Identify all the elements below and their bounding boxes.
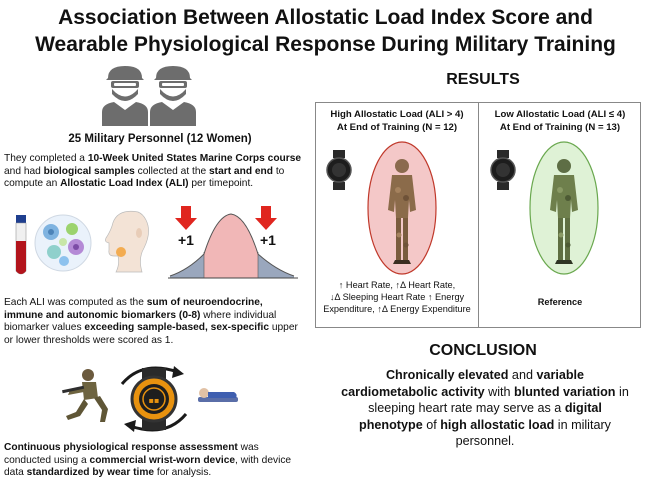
p1-b1: 10-Week United States Marine Corps course <box>87 153 302 164</box>
low-ali-heading <box>481 108 639 134</box>
title-line-2: Wearable Physiological Response During Military Training <box>35 33 616 56</box>
p2-t1: Each ALI was computed as the <box>4 297 147 308</box>
right-plus-one: +1 <box>260 232 276 248</box>
high-ali-finding-3: Expenditure, ↑Δ Energy Expenditure <box>323 304 471 314</box>
c-b1: Chronically elevated <box>385 368 509 382</box>
c-t2: with <box>484 384 515 399</box>
high-ali-heading <box>318 108 476 134</box>
sleeping-person-icon <box>196 384 240 406</box>
c-t3: in sleeping heart rate may serve as a <box>368 384 629 415</box>
p1-b4: Allostatic Load Index (ALI) <box>60 178 189 190</box>
face-profile-icon <box>98 208 154 274</box>
p3-b1: Continuous physiological response assessment <box>4 442 238 453</box>
p2-t3: upper or lower thresholds were scored as 1. <box>4 322 298 346</box>
high-ali-findings <box>318 279 476 315</box>
p3-b2: commercial wrist-worn device <box>89 454 236 466</box>
study-design-text <box>4 153 304 191</box>
soldiers-icon <box>100 64 200 126</box>
c-t5: in military personnel. <box>455 417 611 448</box>
high-ali-heading-line-1: High Allostatic Load (ALI > 4) <box>330 109 464 120</box>
c-b3: blunted variation <box>514 384 616 399</box>
conclusion-text <box>340 367 630 450</box>
high-ali-heading-line-2: At End of Training (N = 12) <box>336 122 458 133</box>
left-plus-one: +1 <box>178 232 194 248</box>
watch-cycle-icon <box>108 362 200 436</box>
svg-text:▪▪: ▪▪ <box>148 396 160 405</box>
p1-t5: per timepoint. <box>188 178 254 190</box>
high-ali-soldier-figure <box>366 140 438 276</box>
p2-t2: where individual biomarker values <box>4 309 277 334</box>
title-line-1: Association Between Allostatic Load Index Score and <box>58 6 593 29</box>
c-b2: variable cardiometabolic activity <box>341 368 585 399</box>
ali-method-text <box>4 297 304 347</box>
p3-t2: , with device data <box>4 454 292 479</box>
p2-b1: sum of neuroendocrine, immune and autonomic biomarkers (0-8) <box>4 297 263 321</box>
p1-t2: and had <box>4 165 44 177</box>
p1-t4: to compute an <box>4 165 285 190</box>
low-ali-soldier-figure <box>528 140 600 276</box>
p1-b3: start and end <box>209 165 273 177</box>
immune-cells-icon <box>34 214 92 272</box>
p3-t3: for analysis. <box>154 467 212 479</box>
participant-count: 25 Military Personnel (12 Women) <box>68 133 252 145</box>
high-ali-watch-icon <box>326 150 352 190</box>
c-t4: of <box>422 417 441 432</box>
results-heading: RESULTS <box>446 71 520 88</box>
high-ali-finding-2: ↓Δ Sleeping Heart Rate ↑ Energy <box>329 292 465 302</box>
low-ali-watch-icon <box>490 150 516 190</box>
device-method-text <box>4 442 304 480</box>
results-divider <box>478 102 479 328</box>
p3-t1: was conducted using a <box>4 442 259 466</box>
p1-b2: biological samples <box>43 165 135 177</box>
c-b5: high allostatic load <box>440 417 555 432</box>
blood-tube-icon <box>14 215 28 277</box>
c-b4: digital phenotype <box>359 401 602 432</box>
high-ali-finding-1: ↑ Heart Rate, ↑Δ Heart Rate, <box>338 280 456 290</box>
low-ali-reference-label: Reference <box>537 297 583 307</box>
p1-t3: collected at the <box>134 165 210 177</box>
p1-t1: They completed a <box>4 153 88 164</box>
conclusion-heading: CONCLUSION <box>429 342 537 359</box>
running-soldier-icon <box>58 368 112 424</box>
p3-b3: standardized by wear time <box>26 467 155 479</box>
c-t1: and <box>508 368 537 382</box>
main-title <box>0 4 651 58</box>
low-ali-heading-line-1: Low Allostatic Load (ALI ≤ 4) <box>494 109 626 120</box>
low-ali-heading-line-2: At End of Training (N = 13) <box>499 122 621 133</box>
p2-b2: exceeding sample-based, sex-specific <box>84 322 269 334</box>
